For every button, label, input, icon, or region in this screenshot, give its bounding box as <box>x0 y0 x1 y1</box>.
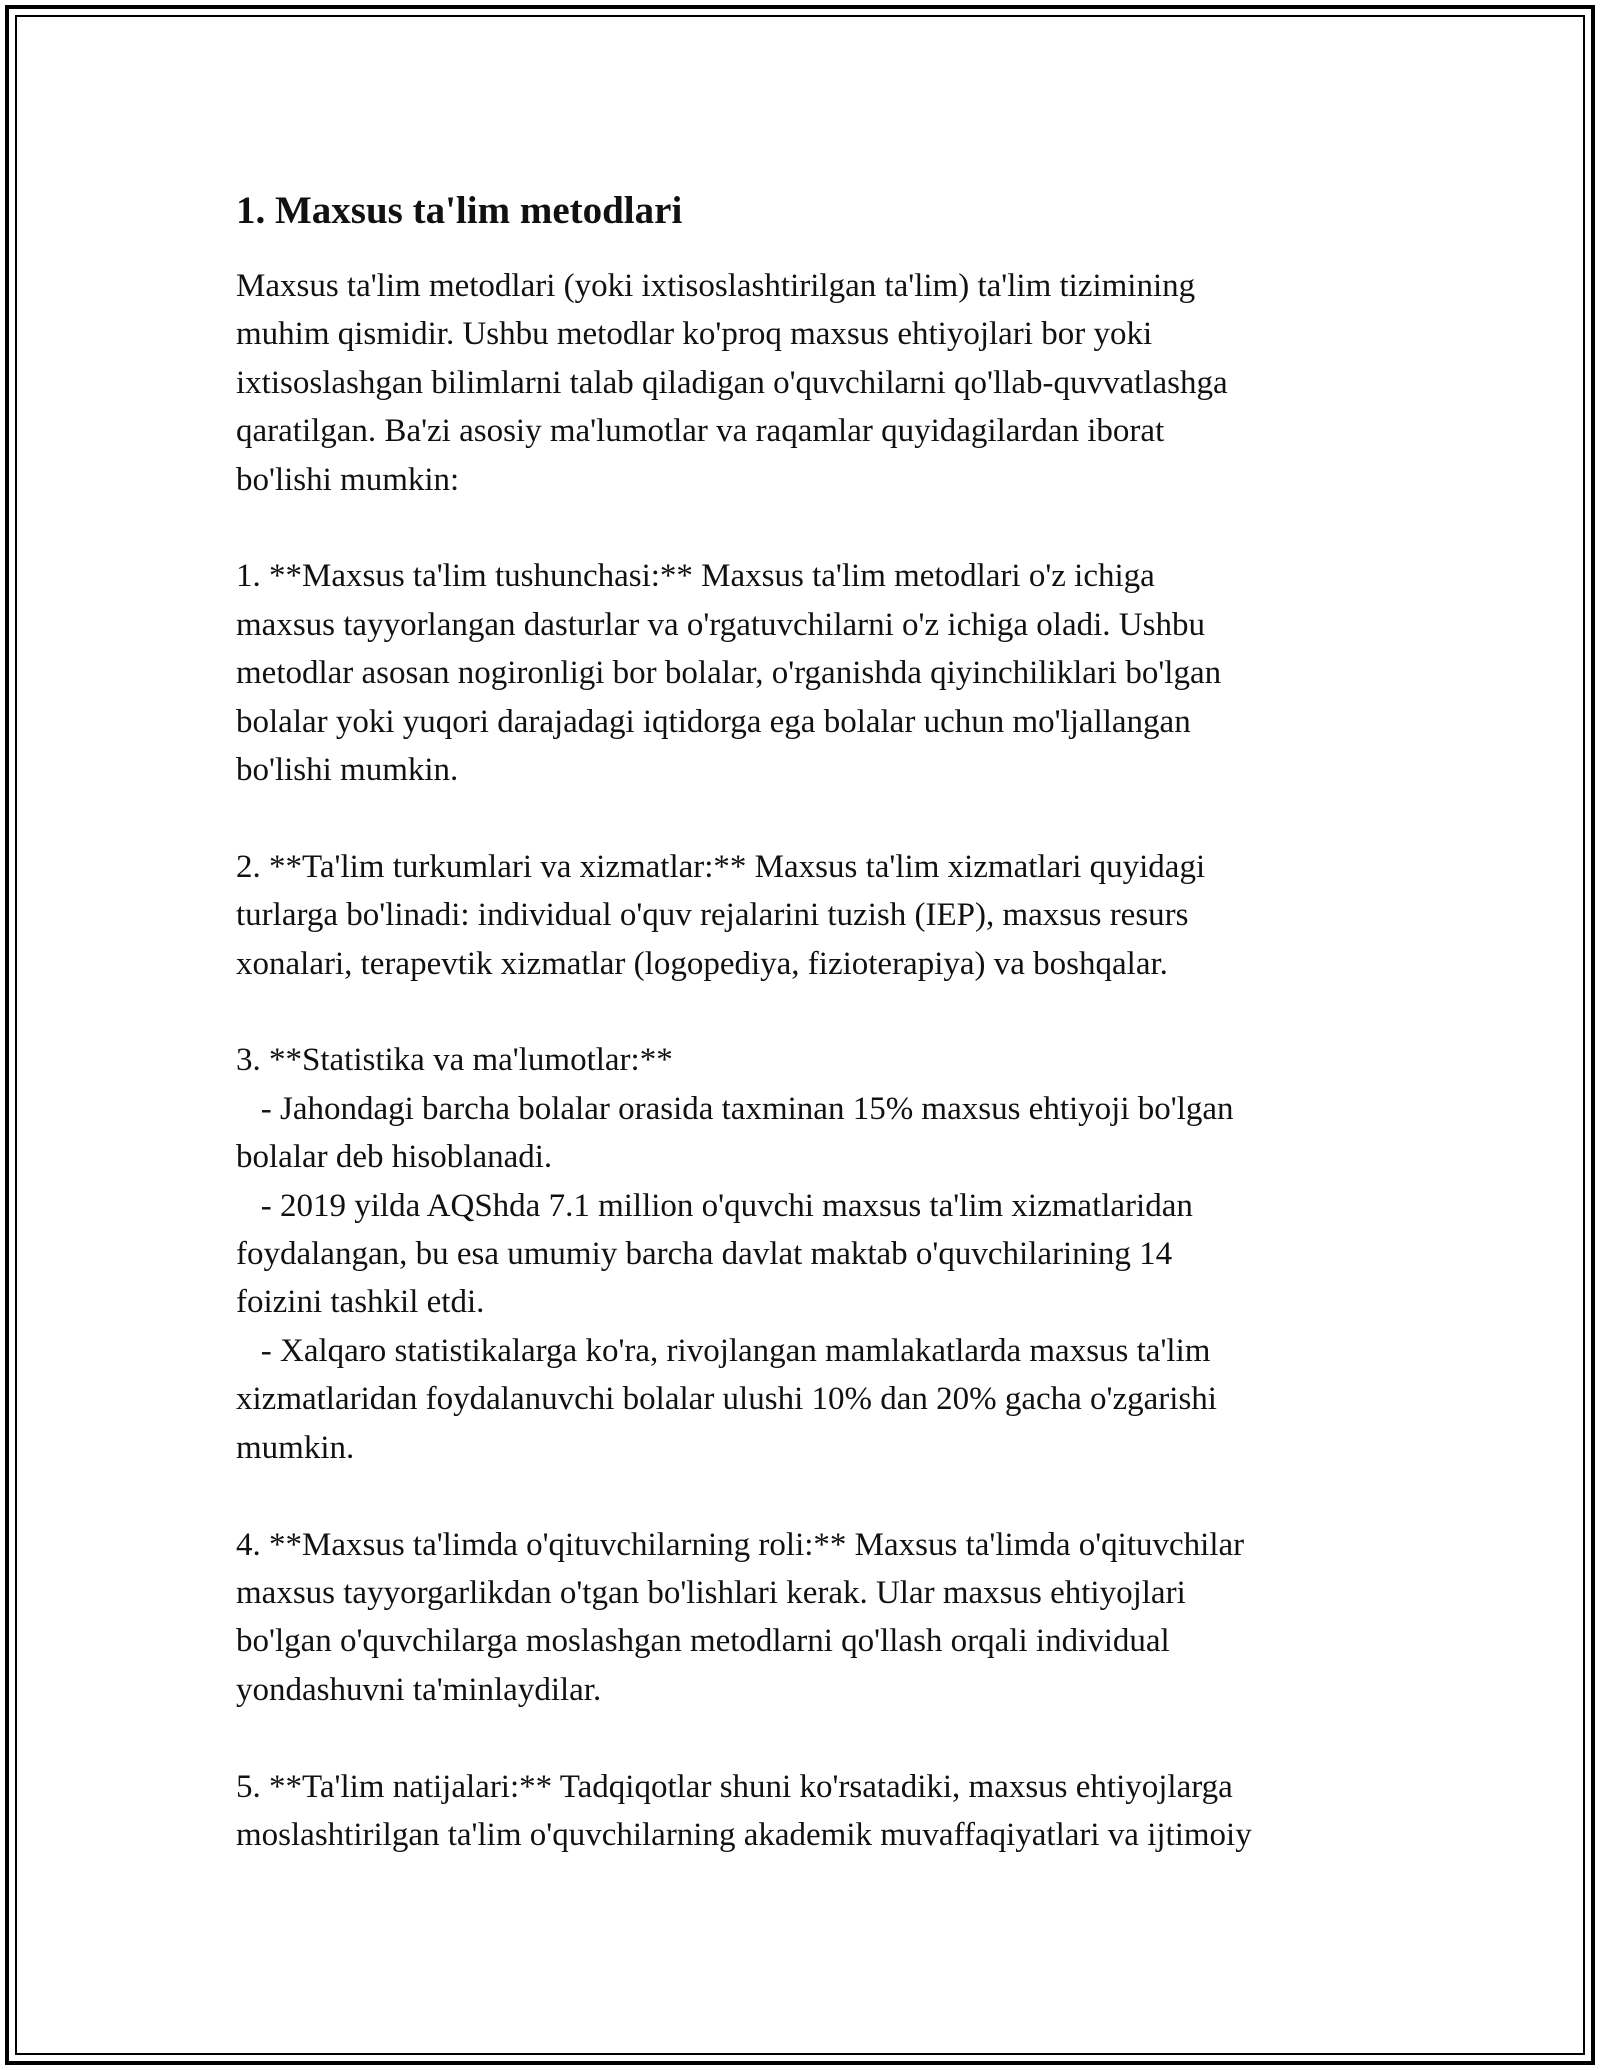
text-line: - Xalqaro statistikalarga ko'ra, rivojlangan mamlakatlarda maxsus ta'lim <box>236 1332 1211 1369</box>
text-line: bo'lishi mumkin: <box>236 461 460 498</box>
text-line: - Jahondagi barcha bolalar orasida taxminan 15% maxsus ehtiyoji bo'lgan <box>236 1090 1234 1127</box>
text-line: maxsus tayyorlangan dasturlar va o'rgatuvchilarni o'z ichiga oladi. Ushbu <box>236 606 1205 643</box>
text-line: foydalangan, bu esa umumiy barcha davlat maktab o'quvchilarining 14 <box>236 1236 1173 1273</box>
text-line: xizmatlaridan foydalanuvchi bolalar ulushi 10% dan 20% gacha o'zgarishi <box>236 1381 1217 1418</box>
list-item-statistics <box>236 1036 1386 1472</box>
text-line: 2. **Ta'lim turkumlari va xizmatlar:** Maxsus ta'lim xizmatlari quyidagi <box>236 848 1206 885</box>
text-line: mumkin. <box>236 1429 355 1466</box>
text-line: ixtisoslashgan bilimlarni talab qiladigan o'quvchilarni qo'llab-quvvatlashga <box>236 364 1228 401</box>
intro-paragraph <box>236 262 1386 504</box>
list-item-teachers-role <box>236 1521 1386 1715</box>
text-line: 4. **Maxsus ta'limda o'qituvchilarning roli:** Maxsus ta'limda o'qituvchilar <box>236 1526 1245 1563</box>
text-line: bolalar deb hisoblanadi. <box>236 1139 553 1176</box>
list-item-concept <box>236 552 1386 794</box>
document-body <box>236 186 1386 1908</box>
text-line: 5. **Ta'lim natijalari:** Tadqiqotlar shuni ko'rsatadiki, maxsus ehtiyojlarga <box>236 1768 1233 1805</box>
text-line: - 2019 yilda AQShda 7.1 million o'quvchi maxsus ta'lim xizmatlaridan <box>236 1187 1193 1224</box>
text-line: bolalar yoki yuqori darajadagi iqtidorga ega bolalar uchun mo'ljallangan <box>236 703 1191 740</box>
text-line: 3. **Statistika va ma'lumotlar:** <box>236 1042 673 1079</box>
text-line: Maxsus ta'lim metodlari (yoki ixtisoslashtirilgan ta'lim) ta'lim tizimining <box>236 268 1196 304</box>
text-line: qaratilgan. Ba'zi asosiy ma'lumotlar va raqamlar quyidagilardan iborat <box>236 413 1165 450</box>
text-line: xonalari, terapevtik xizmatlar (logopediya, fizioterapiya) va boshqalar. <box>236 945 1168 982</box>
section-title: 1. Maxsus ta'lim metodlari <box>236 189 683 232</box>
text-line: muhim qismidir. Ushbu metodlar ko'proq maxsus ehtiyojlari bor yoki <box>236 316 1153 353</box>
text-line: moslashtirilgan ta'lim o'quvchilarning akademik muvaffaqiyatlari va ijtimoiy <box>236 1816 1252 1853</box>
list-item-outcomes <box>236 1763 1386 1860</box>
text-line: turlarga bo'linadi: individual o'quv rejalarini tuzish (IEP), maxsus resurs <box>236 897 1189 934</box>
list-item-services <box>236 843 1386 988</box>
text-line: metodlar asosan nogironligi bor bolalar, o'rganishda qiyinchiliklari bo'lgan <box>236 655 1222 692</box>
text-line: bo'lishi mumkin. <box>236 752 459 789</box>
text-line: yondashuvni ta'minlaydilar. <box>236 1671 602 1708</box>
text-line: maxsus tayyorgarlikdan o'tgan bo'lishlari kerak. Ular maxsus ehtiyojlari <box>236 1574 1186 1611</box>
text-line: 1. **Maxsus ta'lim tushunchasi:** Maxsus ta'lim metodlari o'z ichiga <box>236 558 1155 595</box>
text-line: foizini tashkil etdi. <box>236 1284 485 1321</box>
text-line: bo'lgan o'quvchilarga moslashgan metodlarni qo'llash orqali individual <box>236 1623 1170 1660</box>
